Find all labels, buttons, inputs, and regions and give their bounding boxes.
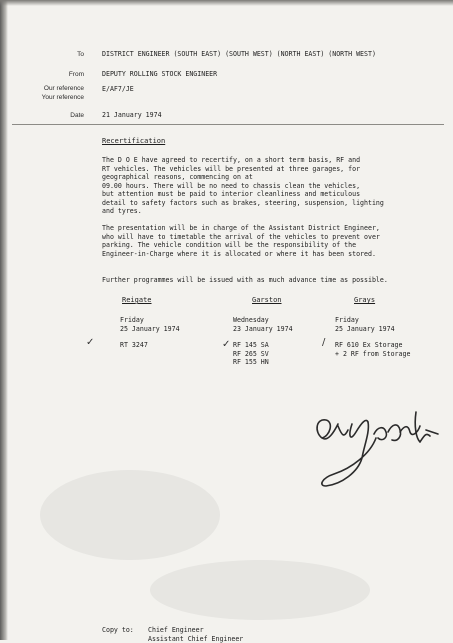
to-value: DISTRICT ENGINEER (SOUTH EAST) (SOUTH WEST) (NORTH EAST) (NORTH WEST) [102, 50, 376, 58]
day: Friday [335, 316, 395, 325]
vehicle: RF 610 Ex Storage [335, 341, 410, 350]
paragraph-line: Further programmes will be issued with as much advance time as possible. [102, 276, 388, 285]
checkmark-icon: / [322, 337, 325, 348]
copy-to-list [148, 626, 243, 643]
date: 25 January 1974 [335, 325, 395, 334]
paragraph-line: detail to safety factors such as brakes, steering, suspension, lighting [102, 199, 384, 208]
grays-vehicles [335, 341, 410, 358]
paragraph-line: The D O E have agreed to recertify, on a short term basis, RF and [102, 156, 384, 165]
reigate-vehicles [120, 341, 148, 350]
handwritten-signature [312, 402, 442, 498]
vehicle: + 2 RF from Storage [335, 350, 410, 359]
paragraph-line: Engineer-in-Charge where it is allocated or where it has been stored. [102, 250, 380, 259]
day: Wednesday [233, 316, 293, 325]
subject-heading: Recertification [102, 137, 165, 145]
paragraph-line: RT vehicles. The vehicles will be presented at three garages, for [102, 165, 384, 174]
checkmark-icon: ✓ [222, 339, 230, 350]
garston-date [233, 316, 293, 333]
copy-recipient: Chief Engineer [148, 626, 243, 635]
reigate-date [120, 316, 180, 333]
your-reference-label: Your reference [6, 94, 84, 101]
garage-heading-grays: Grays [354, 296, 375, 304]
from-label: From [6, 71, 84, 78]
garage-heading-reigate: Reigate [122, 296, 152, 304]
garston-vehicles [233, 341, 269, 367]
vehicle: RT 3247 [120, 341, 148, 350]
paragraph-2 [102, 224, 380, 258]
checkmark-icon: ✓ [86, 337, 94, 348]
date-label: Date [6, 112, 84, 119]
paragraph-line: but attention must be paid to interior cleanliness and meticulous [102, 190, 384, 199]
copy-to-label: Copy to: [102, 626, 134, 635]
day: Friday [120, 316, 180, 325]
paragraph-line: The presentation will be in charge of the Assistant District Engineer, [102, 224, 380, 233]
our-reference-value: E/AF7/JE [102, 85, 134, 93]
date: 23 January 1974 [233, 325, 293, 334]
scan-smudge [40, 470, 220, 560]
grays-date [335, 316, 395, 333]
our-reference-label: Our reference [6, 85, 84, 92]
header-divider [12, 124, 444, 125]
scan-smudge [150, 560, 370, 620]
paragraph-line: geographical reasons, commencing on at [102, 173, 384, 182]
garage-heading-garston: Garston [252, 296, 282, 304]
date-value: 21 January 1974 [102, 111, 162, 119]
paragraph-1 [102, 156, 384, 216]
date: 25 January 1974 [120, 325, 180, 334]
paragraph-3 [102, 276, 388, 285]
copy-recipient: Assistant Chief Engineer [148, 635, 243, 643]
to-label: To [6, 51, 84, 58]
scan-edge-top [0, 0, 453, 6]
vehicle: RF 265 SV [233, 350, 269, 359]
paragraph-line: who will have to timetable the arrival of the vehicles to prevent over [102, 233, 380, 242]
from-value: DEPUTY ROLLING STOCK ENGINEER [102, 70, 217, 78]
paragraph-line: 09.00 hours. There will be no need to chassis clean the vehicles, [102, 182, 384, 191]
paragraph-line: and tyres. [102, 207, 384, 216]
vehicle: RF 155 HN [233, 358, 269, 367]
paragraph-line: parking. The vehicle condition will be the responsibility of the [102, 241, 380, 250]
vehicle: RF 145 SA [233, 341, 269, 350]
